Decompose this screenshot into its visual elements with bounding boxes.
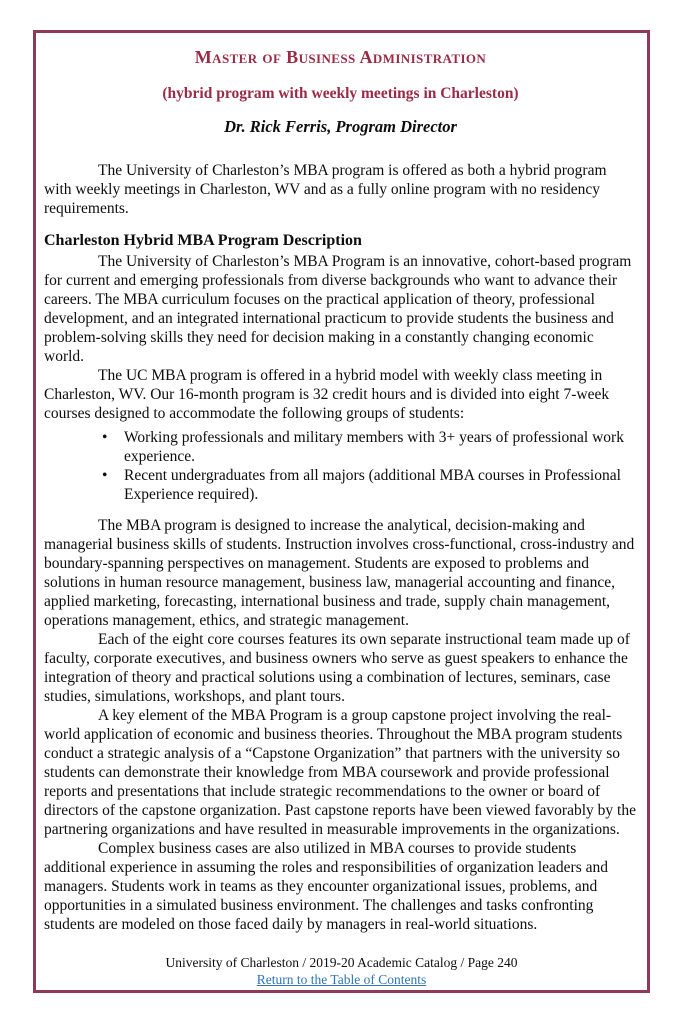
body-paragraph: A key element of the MBA Program is a group capstone project involving the real-world application of economic and business theories. Throughout the MBA program students conduct a strategic analysis of a “Capstone Organization” that partners with the university so students can demonstrate their knowledge from MBA coursework and provide professional reports and presentations that include strategic recommendations to the owner or board of directors of the capstone organization. Past capstone reports have been viewed favorably by the partnering organizations and have resulted in measurable improvements in the organizations. [44, 707, 636, 838]
body-paragraph: The University of Charleston’s MBA Program is an innovative, cohort-based program for current and emerging professionals from diverse backgrounds who want to advance their careers. The MBA curriculum focuses on the practical application of theory, professional development, and an integrated international practicum to provide students the business and problem-solving skills they need for decision making in a constantly changing economic world. [44, 253, 632, 365]
list-item-text: Recent undergraduates from all majors (additional MBA courses in Professional Experience required). [124, 467, 621, 503]
bullet-icon: • [102, 429, 108, 446]
list-item [44, 466, 637, 504]
program-subtitle: (hybrid program with weekly meetings in Charleston) [162, 85, 519, 102]
body-paragraph: Complex business cases are also utilized in MBA courses to provide students additional experience in assuming the roles and responsibilities of organization leaders and managers. Students work in teams as they encounter organizational issues, problems, and opportunities in a simulated business environment. The challenges and tasks confronting students are modeled on those faced daily by managers in real-world situations. [44, 840, 609, 933]
bullet-icon: • [102, 467, 108, 484]
page-border-frame [33, 30, 650, 993]
program-director-line: Dr. Rick Ferris, Program Director [224, 117, 457, 136]
catalog-page-line: University of Charleston / 2019-20 Academic Catalog / Page 240 [165, 955, 518, 970]
page-footer [36, 954, 647, 988]
list-item-text: Working professionals and military members with 3+ years of professional work experience. [124, 429, 624, 465]
list-item [44, 428, 637, 466]
body-paragraph: The UC MBA program is offered in a hybrid model with weekly class meeting in Charleston, WV. Our 16-month program is 32 credit hours and is divided into eight 7-week courses designed to accommodate the following groups of students: [44, 367, 610, 422]
document-body [44, 161, 637, 934]
section-heading: Charleston Hybrid MBA Program Description [44, 232, 362, 249]
intro-paragraph: The University of Charleston’s MBA program is offered as both a hybrid program with weekly meetings in Charleston, WV and as a fully online program with no residency requirements. [44, 162, 607, 217]
page-title: Master of Business Administration [194, 47, 487, 67]
return-to-toc-link[interactable]: Return to the Table of Contents [256, 972, 427, 987]
student-groups-list [44, 428, 637, 504]
body-paragraph: The MBA program is designed to increase the analytical, decision-making and managerial business skills of students. Instruction involves cross-functional, cross-industry and boundary-spanning perspectives on management. Students are exposed to problems and solutions in human resource management, business law, managerial accounting and finance, applied marketing, forecasting, international business and trade, supply chain management, operations management, ethics, and strategic management. [44, 517, 635, 629]
body-paragraph: Each of the eight core courses features its own separate instructional team made up of faculty, corporate executives, and business owners who serve as guest speakers to enhance the integration of theory and practical solutions using a combination of lectures, seminars, case studies, simulations, workshops, and plant tours. [44, 631, 630, 705]
